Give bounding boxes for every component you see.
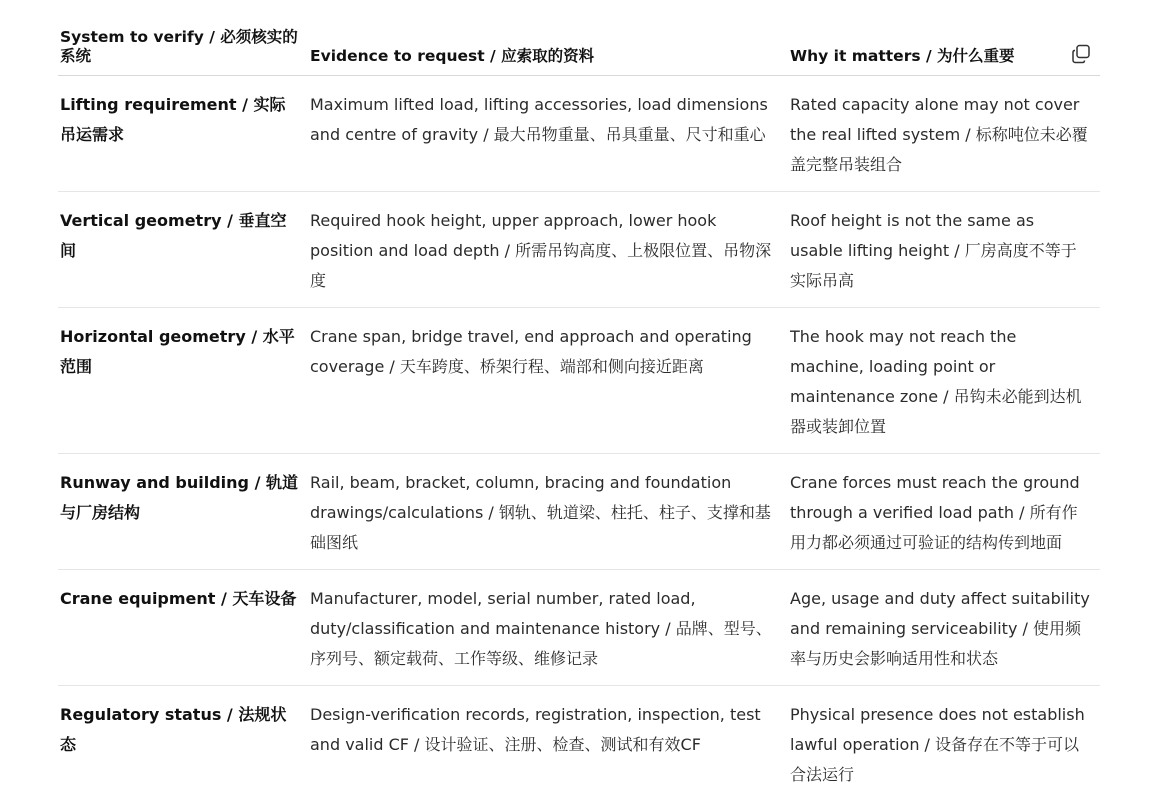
table-row <box>58 454 1100 570</box>
copy-icon[interactable] <box>1070 43 1092 65</box>
header-why-label: Why it matters / 为什么重要 <box>790 47 1015 65</box>
header-row <box>58 24 1100 76</box>
cell-evidence: Rail, beam, bracket, column, bracing and foundation drawings/calculations / 钢轨、轨道梁、柱托、柱子、支撑和基础图纸 <box>308 454 788 570</box>
cell-system: Lifting requirement / 实际吊运需求 <box>58 76 308 192</box>
cell-evidence: Design-verification records, registration, inspection, test and valid CF / 设计验证、注册、检查、测试和有效CF <box>308 686 788 801</box>
header-evidence: Evidence to request / 应索取的资料 <box>308 24 788 76</box>
cell-why: Age, usage and duty affect suitability and remaining serviceability / 使用频率与历史会影响适用性和状态 <box>788 570 1100 686</box>
cell-evidence: Required hook height, upper approach, lower hook position and load depth / 所需吊钩高度、上极限位置、吊物深度 <box>308 192 788 308</box>
cell-why: The hook may not reach the machine, loading point or maintenance zone / 吊钩未必能到达机器或装卸位置 <box>788 308 1100 454</box>
cell-why: Physical presence does not establish lawful operation / 设备存在不等于可以合法运行 <box>788 686 1100 801</box>
table-row <box>58 308 1100 454</box>
cell-evidence: Crane span, bridge travel, end approach and operating coverage / 天车跨度、桥架行程、端部和侧向接近距离 <box>308 308 788 454</box>
cell-why: Rated capacity alone may not cover the real lifted system / 标称吨位未必覆盖完整吊装组合 <box>788 76 1100 192</box>
cell-system: Runway and building / 轨道与厂房结构 <box>58 454 308 570</box>
table-row <box>58 686 1100 801</box>
table-body <box>58 76 1100 801</box>
cell-why: Roof height is not the same as usable lifting height / 厂房高度不等于实际吊高 <box>788 192 1100 308</box>
header-system: System to verify / 必须核实的系统 <box>58 24 308 76</box>
cell-evidence: Manufacturer, model, serial number, rated load, duty/classification and maintenance history / 品牌、型号、序列号、额定载荷、工作等级、维修记录 <box>308 570 788 686</box>
cell-system: Vertical geometry / 垂直空间 <box>58 192 308 308</box>
cell-system: Crane equipment / 天车设备 <box>58 570 308 686</box>
cell-evidence: Maximum lifted load, lifting accessories, load dimensions and centre of gravity / 最大吊物重量、吊具重量、尺寸和重心 <box>308 76 788 192</box>
verification-table <box>58 24 1100 801</box>
cell-why: Crane forces must reach the ground through a verified load path / 所有作用力都必须通过可验证的结构传到地面 <box>788 454 1100 570</box>
table-row <box>58 76 1100 192</box>
comparison-table-container <box>58 24 1100 801</box>
header-why <box>788 24 1100 76</box>
table-row <box>58 570 1100 686</box>
cell-system: Regulatory status / 法规状态 <box>58 686 308 801</box>
table-row <box>58 192 1100 308</box>
cell-system: Horizontal geometry / 水平范围 <box>58 308 308 454</box>
table-header <box>58 24 1100 76</box>
